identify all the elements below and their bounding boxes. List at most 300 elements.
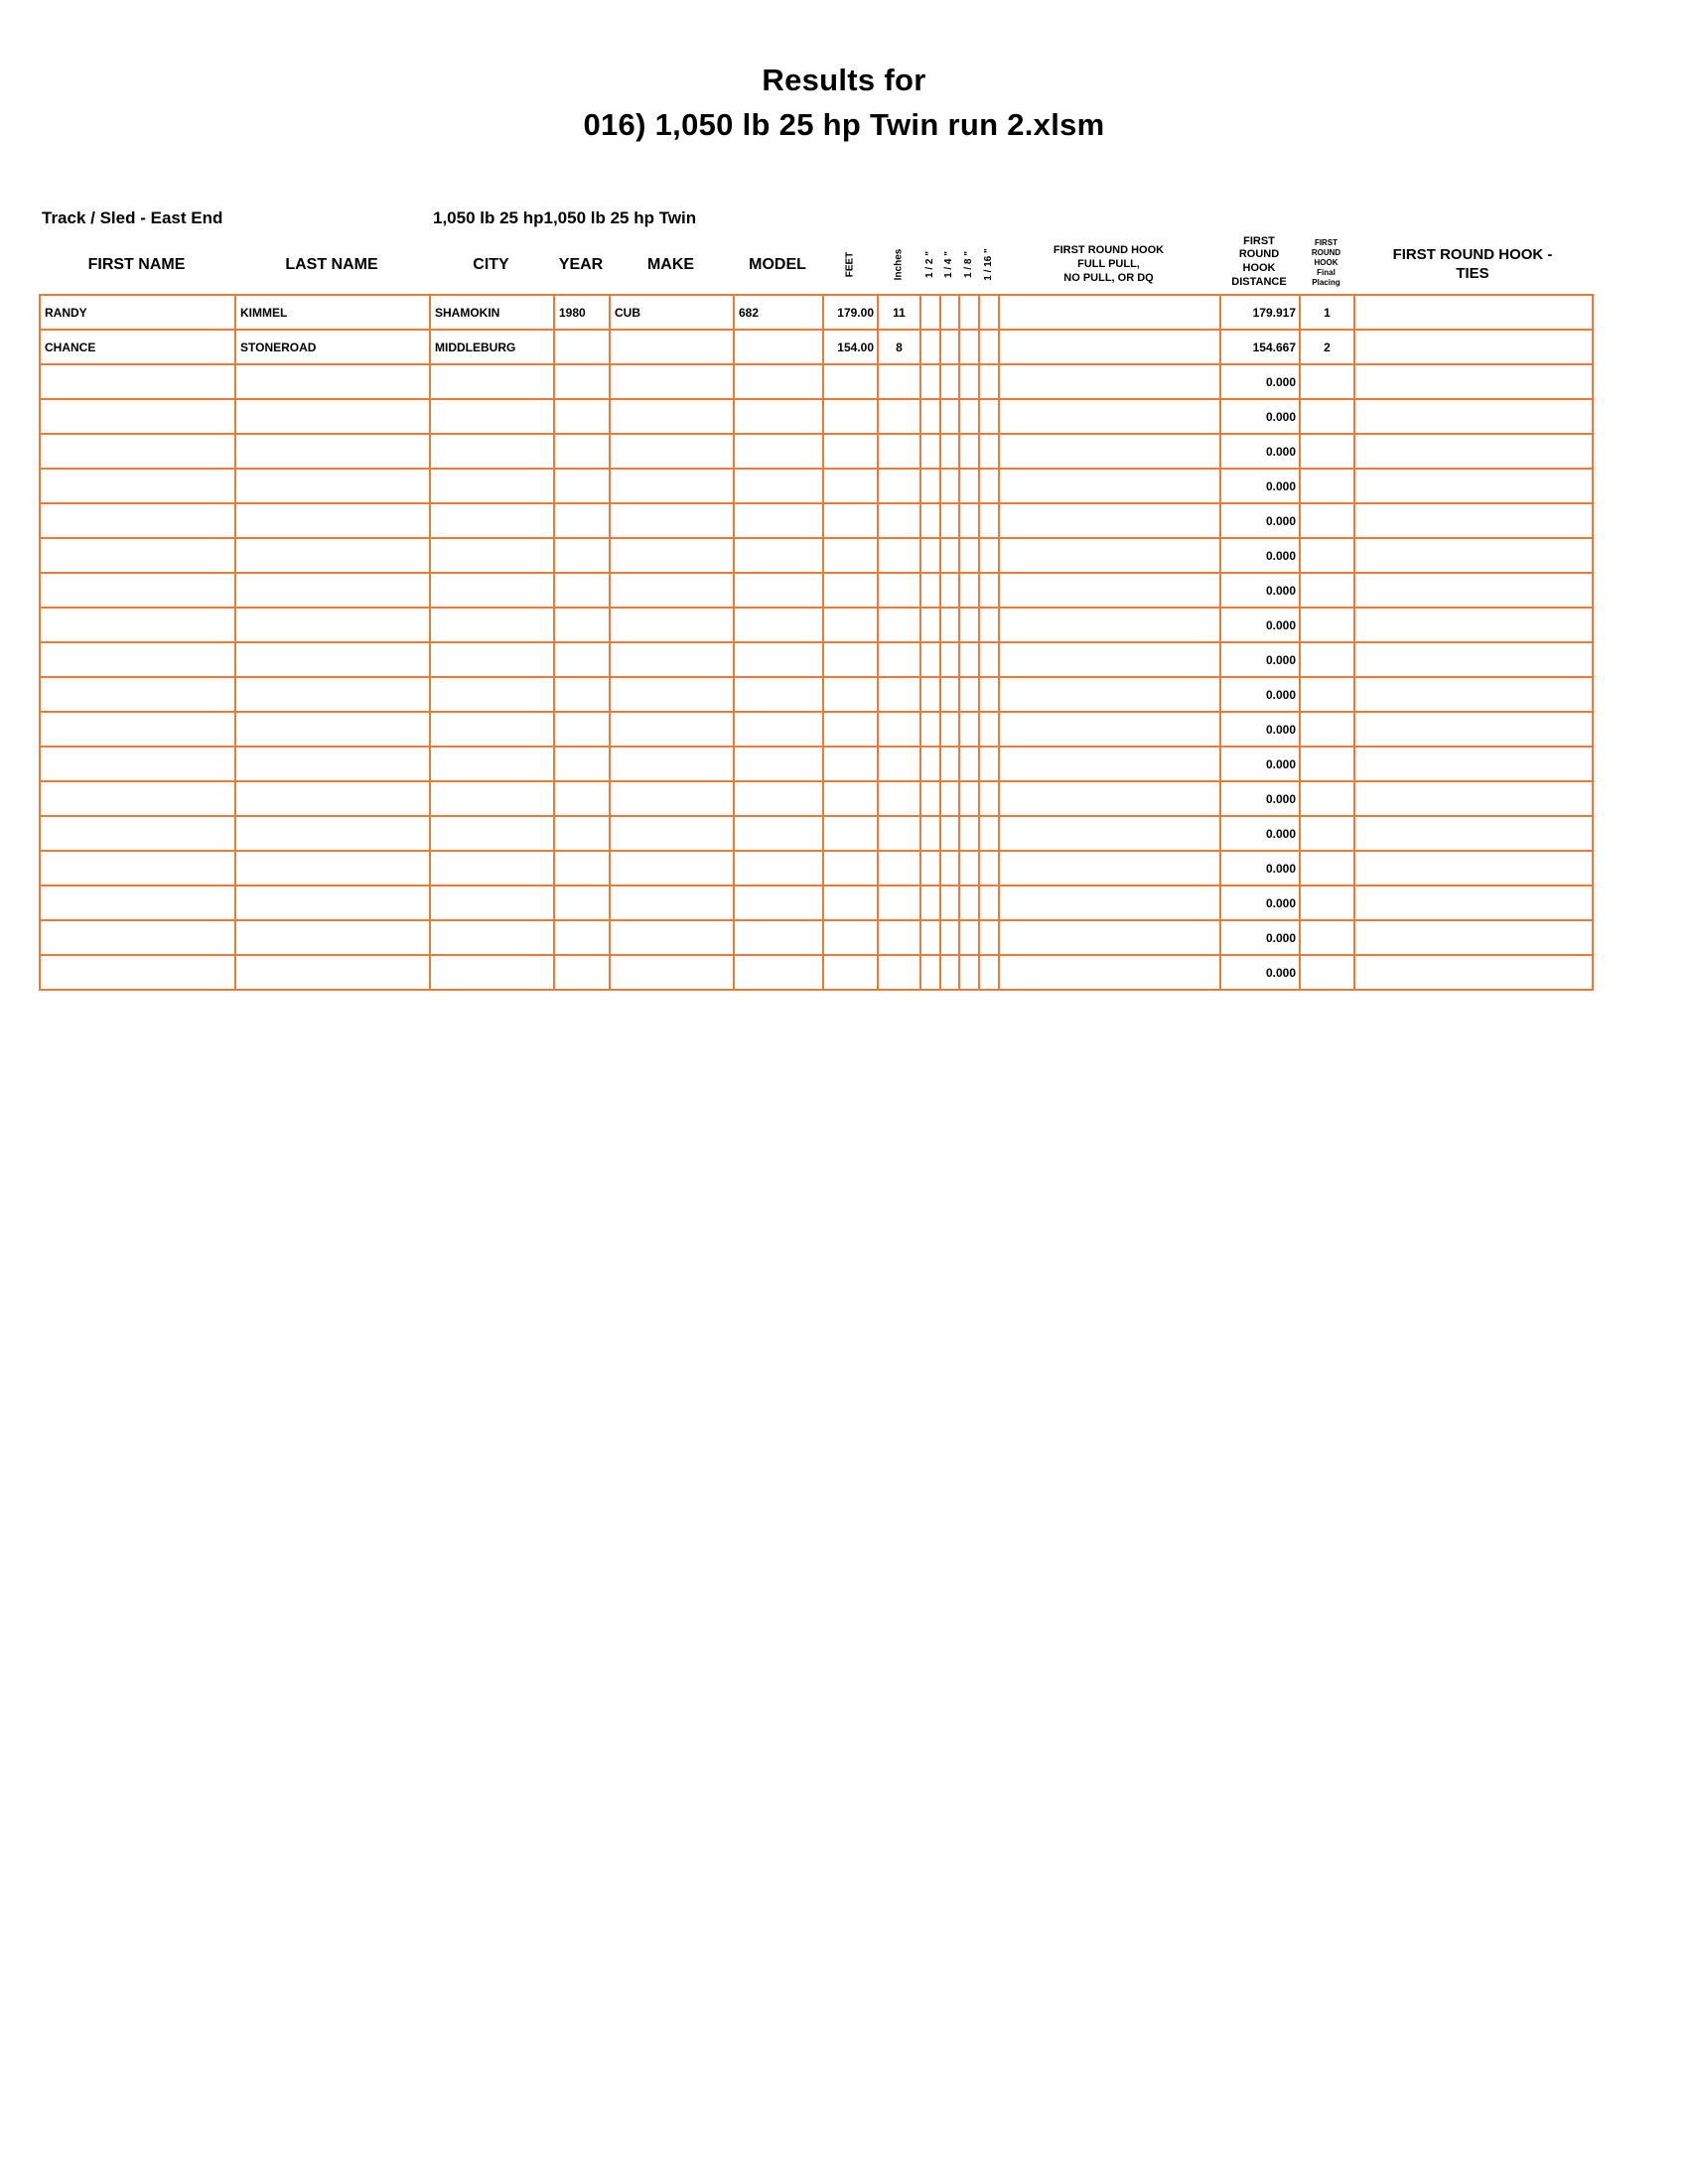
cell-first-name [40, 434, 235, 469]
cell-sixteenth [979, 538, 999, 573]
cell-city [430, 677, 554, 712]
cell-hook-result [999, 538, 1220, 573]
cell-eighth [959, 851, 979, 886]
cell-inches: 11 [878, 295, 920, 330]
cell-first-name [40, 573, 235, 608]
cell-model [734, 538, 823, 573]
header-eighth-inch: 1 / 8 " [962, 250, 974, 278]
cell-inches [878, 781, 920, 816]
cell-city: SHAMOKIN [430, 295, 554, 330]
cell-feet [823, 469, 878, 503]
cell-quarter [940, 642, 959, 677]
cell-inches [878, 573, 920, 608]
cell-last-name [235, 608, 430, 642]
cell-ties [1354, 608, 1593, 642]
cell-first-name [40, 886, 235, 920]
table-row [40, 608, 1593, 642]
cell-inches [878, 955, 920, 990]
cell-quarter [940, 399, 959, 434]
header-city: CITY [473, 256, 509, 273]
cell-half [920, 399, 940, 434]
cell-last-name [235, 538, 430, 573]
cell-placing [1300, 955, 1354, 990]
cell-quarter [940, 364, 959, 399]
cell-city [430, 608, 554, 642]
cell-year [554, 364, 610, 399]
cell-year [554, 920, 610, 955]
cell-feet [823, 712, 878, 747]
cell-first-name [40, 399, 235, 434]
cell-half [920, 747, 940, 781]
cell-hook-result [999, 886, 1220, 920]
header-last-name: LAST NAME [285, 256, 378, 273]
cell-feet [823, 608, 878, 642]
cell-first-name: CHANCE [40, 330, 235, 364]
cell-last-name [235, 364, 430, 399]
cell-last-name [235, 816, 430, 851]
track-sled-label: Track / Sled - East End [42, 208, 223, 227]
table-row [40, 886, 1593, 920]
cell-placing [1300, 364, 1354, 399]
cell-ties [1354, 781, 1593, 816]
cell-model [734, 781, 823, 816]
cell-year [554, 851, 610, 886]
cell-inches [878, 712, 920, 747]
cell-quarter [940, 503, 959, 538]
cell-city [430, 503, 554, 538]
cell-eighth [959, 330, 979, 364]
cell-distance: 0.000 [1220, 712, 1300, 747]
header-hook-distance: FIRST ROUND HOOK DISTANCE [1231, 234, 1287, 288]
cell-year [554, 330, 610, 364]
cell-half [920, 295, 940, 330]
cell-city [430, 955, 554, 990]
cell-placing [1300, 573, 1354, 608]
cell-city [430, 920, 554, 955]
cell-ties [1354, 677, 1593, 712]
cell-distance: 0.000 [1220, 920, 1300, 955]
cell-city [430, 399, 554, 434]
cell-eighth [959, 538, 979, 573]
cell-model [734, 364, 823, 399]
cell-model [734, 851, 823, 886]
cell-placing [1300, 503, 1354, 538]
cell-ties [1354, 886, 1593, 920]
cell-quarter [940, 712, 959, 747]
cell-year [554, 434, 610, 469]
cell-make [610, 503, 734, 538]
cell-distance: 0.000 [1220, 747, 1300, 781]
cell-distance: 0.000 [1220, 886, 1300, 920]
cell-distance: 0.000 [1220, 364, 1300, 399]
cell-last-name [235, 712, 430, 747]
cell-inches [878, 434, 920, 469]
cell-placing [1300, 712, 1354, 747]
cell-make [610, 851, 734, 886]
cell-placing [1300, 677, 1354, 712]
cell-model [734, 747, 823, 781]
cell-last-name [235, 434, 430, 469]
cell-last-name [235, 573, 430, 608]
cell-hook-result [999, 677, 1220, 712]
cell-model [734, 573, 823, 608]
cell-ties [1354, 364, 1593, 399]
header-first-name: FIRST NAME [87, 256, 186, 273]
cell-make [610, 712, 734, 747]
header-hook-result: FIRST ROUND HOOK FULL PULL, NO PULL, OR DQ [1053, 244, 1165, 284]
cell-eighth [959, 816, 979, 851]
cell-placing [1300, 434, 1354, 469]
cell-feet [823, 886, 878, 920]
cell-distance: 0.000 [1220, 816, 1300, 851]
cell-model [734, 642, 823, 677]
cell-half [920, 503, 940, 538]
cell-last-name [235, 503, 430, 538]
cell-half [920, 920, 940, 955]
cell-half [920, 677, 940, 712]
cell-feet [823, 747, 878, 781]
cell-ties [1354, 712, 1593, 747]
cell-eighth [959, 364, 979, 399]
cell-distance: 0.000 [1220, 434, 1300, 469]
cell-last-name [235, 469, 430, 503]
cell-inches [878, 920, 920, 955]
cell-model [734, 608, 823, 642]
cell-sixteenth [979, 434, 999, 469]
cell-half [920, 364, 940, 399]
table-row [40, 503, 1593, 538]
cell-half [920, 573, 940, 608]
cell-feet [823, 816, 878, 851]
cell-inches [878, 503, 920, 538]
cell-first-name [40, 747, 235, 781]
cell-make [610, 330, 734, 364]
cell-hook-result [999, 330, 1220, 364]
cell-last-name [235, 399, 430, 434]
cell-eighth [959, 677, 979, 712]
cell-feet [823, 364, 878, 399]
cell-sixteenth [979, 851, 999, 886]
cell-year [554, 781, 610, 816]
cell-last-name [235, 642, 430, 677]
cell-eighth [959, 434, 979, 469]
cell-inches [878, 851, 920, 886]
cell-first-name [40, 781, 235, 816]
cell-distance: 0.000 [1220, 399, 1300, 434]
cell-sixteenth [979, 920, 999, 955]
table-row [40, 364, 1593, 399]
cell-hook-result [999, 573, 1220, 608]
cell-last-name [235, 747, 430, 781]
cell-ties [1354, 573, 1593, 608]
cell-placing [1300, 608, 1354, 642]
cell-city [430, 781, 554, 816]
cell-ties [1354, 642, 1593, 677]
cell-make [610, 364, 734, 399]
cell-last-name [235, 677, 430, 712]
cell-year [554, 608, 610, 642]
cell-placing: 1 [1300, 295, 1354, 330]
cell-last-name: KIMMEL [235, 295, 430, 330]
cell-year [554, 573, 610, 608]
cell-first-name [40, 955, 235, 990]
cell-ties [1354, 469, 1593, 503]
cell-first-name [40, 677, 235, 712]
cell-model: 682 [734, 295, 823, 330]
cell-eighth [959, 955, 979, 990]
cell-make [610, 469, 734, 503]
cell-last-name [235, 955, 430, 990]
cell-first-name [40, 712, 235, 747]
cell-city [430, 642, 554, 677]
table-row [40, 538, 1593, 573]
cell-half [920, 469, 940, 503]
cell-last-name: STONEROAD [235, 330, 430, 364]
cell-quarter [940, 538, 959, 573]
class-label: 1,050 lb 25 hp1,050 lb 25 hp Twin [433, 208, 697, 227]
cell-year [554, 712, 610, 747]
cell-hook-result [999, 955, 1220, 990]
cell-half [920, 608, 940, 642]
results-table [39, 294, 1594, 991]
cell-eighth [959, 747, 979, 781]
cell-inches [878, 816, 920, 851]
cell-hook-result [999, 747, 1220, 781]
cell-eighth [959, 503, 979, 538]
cell-sixteenth [979, 712, 999, 747]
cell-model [734, 330, 823, 364]
cell-make [610, 816, 734, 851]
cell-ties [1354, 295, 1593, 330]
cell-feet [823, 573, 878, 608]
cell-ties [1354, 399, 1593, 434]
cell-sixteenth [979, 642, 999, 677]
cell-make [610, 642, 734, 677]
cell-half [920, 434, 940, 469]
cell-year [554, 886, 610, 920]
cell-sixteenth [979, 886, 999, 920]
cell-eighth [959, 642, 979, 677]
cell-placing: 2 [1300, 330, 1354, 364]
cell-eighth [959, 886, 979, 920]
cell-make: CUB [610, 295, 734, 330]
cell-make [610, 955, 734, 990]
cell-inches: 8 [878, 330, 920, 364]
cell-inches [878, 469, 920, 503]
header-half-inch: 1 / 2 " [923, 250, 935, 278]
cell-feet [823, 503, 878, 538]
cell-sixteenth [979, 573, 999, 608]
cell-quarter [940, 295, 959, 330]
cell-half [920, 330, 940, 364]
table-row [40, 816, 1593, 851]
cell-make [610, 399, 734, 434]
cell-feet [823, 399, 878, 434]
header-make: MAKE [646, 256, 695, 273]
cell-city [430, 816, 554, 851]
header-quarter-inch: 1 / 4 " [943, 250, 955, 278]
cell-year [554, 955, 610, 990]
cell-make [610, 538, 734, 573]
cell-ties [1354, 851, 1593, 886]
cell-year [554, 747, 610, 781]
table-row [40, 330, 1593, 364]
cell-sixteenth [979, 747, 999, 781]
cell-quarter [940, 677, 959, 712]
cell-model [734, 886, 823, 920]
cell-model [734, 469, 823, 503]
cell-ties [1354, 330, 1593, 364]
cell-sixteenth [979, 677, 999, 712]
cell-quarter [940, 747, 959, 781]
cell-sixteenth [979, 399, 999, 434]
cell-quarter [940, 886, 959, 920]
cell-ties [1354, 747, 1593, 781]
cell-placing [1300, 886, 1354, 920]
cell-eighth [959, 573, 979, 608]
table-row [40, 851, 1593, 886]
cell-make [610, 781, 734, 816]
table-row [40, 469, 1593, 503]
cell-half [920, 712, 940, 747]
cell-half [920, 851, 940, 886]
table-row [40, 712, 1593, 747]
cell-sixteenth [979, 503, 999, 538]
cell-feet: 154.00 [823, 330, 878, 364]
cell-first-name [40, 816, 235, 851]
cell-half [920, 955, 940, 990]
cell-placing [1300, 469, 1354, 503]
cell-inches [878, 677, 920, 712]
cell-quarter [940, 573, 959, 608]
cell-feet [823, 920, 878, 955]
table-row [40, 677, 1593, 712]
cell-feet [823, 851, 878, 886]
cell-distance: 0.000 [1220, 573, 1300, 608]
cell-placing [1300, 781, 1354, 816]
cell-first-name [40, 503, 235, 538]
cell-make [610, 920, 734, 955]
cell-placing [1300, 851, 1354, 886]
cell-placing [1300, 399, 1354, 434]
cell-year [554, 642, 610, 677]
header-model: MODEL [749, 256, 806, 273]
cell-distance: 0.000 [1220, 469, 1300, 503]
header-sixteenth-inch: 1 / 16 " [982, 247, 994, 281]
cell-half [920, 642, 940, 677]
cell-quarter [940, 434, 959, 469]
cell-last-name [235, 886, 430, 920]
cell-ties [1354, 816, 1593, 851]
cell-distance: 0.000 [1220, 538, 1300, 573]
cell-city: MIDDLEBURG [430, 330, 554, 364]
cell-distance: 0.000 [1220, 851, 1300, 886]
cell-feet [823, 434, 878, 469]
cell-half [920, 781, 940, 816]
cell-city [430, 538, 554, 573]
cell-sixteenth [979, 295, 999, 330]
cell-placing [1300, 816, 1354, 851]
cell-distance: 154.667 [1220, 330, 1300, 364]
cell-sixteenth [979, 608, 999, 642]
cell-eighth [959, 399, 979, 434]
cell-first-name [40, 469, 235, 503]
cell-year [554, 503, 610, 538]
cell-feet: 179.00 [823, 295, 878, 330]
cell-quarter [940, 330, 959, 364]
cell-city [430, 851, 554, 886]
cell-eighth [959, 469, 979, 503]
cell-first-name: RANDY [40, 295, 235, 330]
cell-inches [878, 364, 920, 399]
cell-inches [878, 538, 920, 573]
cell-model [734, 503, 823, 538]
cell-make [610, 573, 734, 608]
cell-first-name [40, 642, 235, 677]
cell-ties [1354, 920, 1593, 955]
cell-feet [823, 955, 878, 990]
header-ties: FIRST ROUND HOOK - TIES [1392, 246, 1553, 282]
cell-inches [878, 642, 920, 677]
cell-hook-result [999, 816, 1220, 851]
cell-year: 1980 [554, 295, 610, 330]
cell-ties [1354, 434, 1593, 469]
cell-quarter [940, 955, 959, 990]
cell-sixteenth [979, 781, 999, 816]
cell-sixteenth [979, 469, 999, 503]
cell-year [554, 816, 610, 851]
cell-sixteenth [979, 816, 999, 851]
cell-feet [823, 677, 878, 712]
cell-hook-result [999, 469, 1220, 503]
cell-model [734, 712, 823, 747]
cell-distance: 0.000 [1220, 955, 1300, 990]
cell-city [430, 573, 554, 608]
cell-first-name [40, 364, 235, 399]
header-inches: Inches [893, 248, 904, 280]
cell-quarter [940, 469, 959, 503]
cell-eighth [959, 608, 979, 642]
cell-sixteenth [979, 330, 999, 364]
cell-placing [1300, 642, 1354, 677]
cell-quarter [940, 608, 959, 642]
cell-ties [1354, 955, 1593, 990]
cell-ties [1354, 538, 1593, 573]
cell-last-name [235, 781, 430, 816]
cell-first-name [40, 608, 235, 642]
cell-hook-result [999, 364, 1220, 399]
cell-city [430, 712, 554, 747]
cell-model [734, 434, 823, 469]
file-title: 016) 1,050 lb 25 hp Twin run 2.xlsm [583, 107, 1105, 142]
cell-hook-result [999, 642, 1220, 677]
cell-eighth [959, 920, 979, 955]
cell-make [610, 886, 734, 920]
table-row [40, 955, 1593, 990]
cell-year [554, 538, 610, 573]
cell-distance: 0.000 [1220, 503, 1300, 538]
cell-model [734, 920, 823, 955]
cell-placing [1300, 538, 1354, 573]
table-row [40, 781, 1593, 816]
cell-distance: 179.917 [1220, 295, 1300, 330]
cell-model [734, 677, 823, 712]
cell-hook-result [999, 851, 1220, 886]
cell-city [430, 747, 554, 781]
header-feet: FEET [844, 251, 855, 277]
cell-distance: 0.000 [1220, 608, 1300, 642]
cell-sixteenth [979, 955, 999, 990]
